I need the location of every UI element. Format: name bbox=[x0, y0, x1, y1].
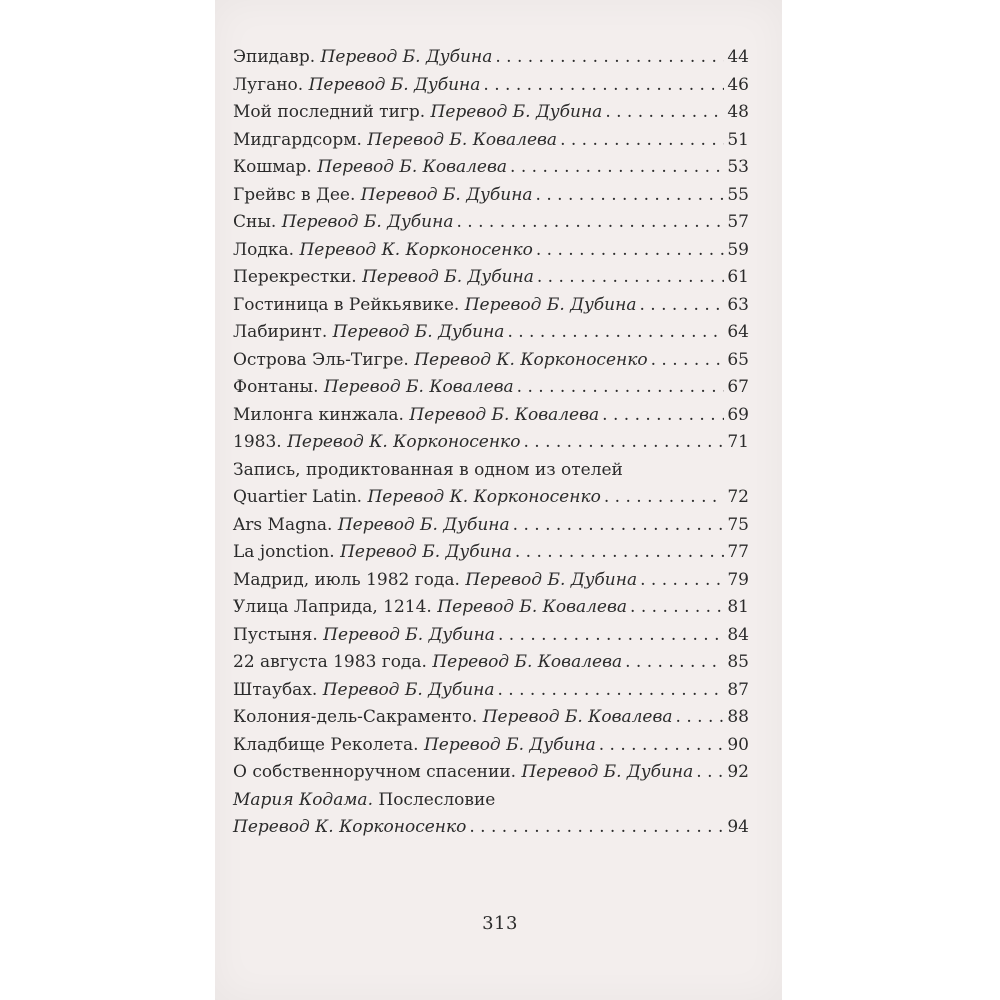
page-number: 313 bbox=[482, 913, 518, 934]
entry-translator: Перевод К. Корконосенко bbox=[287, 432, 521, 452]
dot-leader bbox=[523, 429, 724, 457]
entry-page: 71 bbox=[727, 432, 749, 452]
toc-entry bbox=[233, 44, 749, 72]
entry-title: Фонтаны. bbox=[233, 377, 319, 397]
entry-page: 92 bbox=[727, 762, 749, 782]
dot-leader bbox=[640, 567, 724, 595]
entry-page: 94 bbox=[727, 817, 749, 837]
table-of-contents bbox=[233, 44, 749, 842]
entry-title: Милонга кинжала. bbox=[233, 404, 404, 425]
entry-translator: Перевод К. Корконосенко bbox=[367, 487, 601, 507]
dot-leader bbox=[498, 677, 725, 705]
entry-title: Колония-дель-Сакраменто. bbox=[233, 707, 478, 727]
toc-entry bbox=[233, 677, 749, 705]
entry-page: 67 bbox=[727, 377, 749, 397]
entry-title-line1: Запись, продиктованная в одном из отелей bbox=[233, 459, 623, 480]
entry-translator: Перевод Б. Дубина bbox=[360, 184, 533, 205]
entry-page: 57 bbox=[727, 212, 749, 232]
dot-leader bbox=[605, 99, 724, 127]
entry-page: 75 bbox=[727, 514, 749, 535]
dot-leader bbox=[560, 127, 724, 155]
entry-title: Грейвс в Дее. bbox=[233, 184, 356, 205]
entry-page: 77 bbox=[727, 542, 749, 562]
entry-translator: Перевод Б. Дубина bbox=[337, 514, 510, 535]
toc-entry bbox=[233, 429, 749, 457]
toc-entry bbox=[233, 787, 749, 842]
entry-title: Лугано. bbox=[233, 74, 304, 95]
toc-entry bbox=[233, 512, 749, 540]
entry-title: Пустыня. bbox=[233, 624, 318, 645]
dot-leader bbox=[517, 374, 724, 402]
entry-page: 65 bbox=[727, 349, 749, 370]
entry-translator: Перевод К. Корконосенко bbox=[299, 239, 533, 260]
dot-leader bbox=[625, 649, 724, 677]
toc-entry bbox=[233, 539, 749, 567]
dot-leader bbox=[495, 44, 724, 72]
entry-translator: Перевод Б. Ковалева bbox=[432, 652, 623, 672]
entry-title: Штаубах. bbox=[233, 679, 318, 700]
dot-leader bbox=[510, 154, 724, 182]
entry-title: Ars Magna. bbox=[233, 514, 333, 535]
entry-title: Острова Эль-Тигре. bbox=[233, 349, 409, 370]
entry-title-line1: Послесловие bbox=[378, 789, 496, 810]
entry-page: 61 bbox=[727, 267, 749, 287]
dot-leader bbox=[507, 319, 724, 347]
entry-page: 53 bbox=[727, 157, 749, 177]
entry-page: 44 bbox=[727, 47, 749, 67]
entry-page: 55 bbox=[727, 184, 749, 205]
dot-leader bbox=[696, 759, 724, 787]
entry-author: Мария Кодама. bbox=[233, 789, 373, 810]
entry-page: 69 bbox=[727, 404, 749, 425]
dot-leader bbox=[676, 704, 724, 732]
dot-leader bbox=[639, 292, 724, 320]
toc-entry bbox=[233, 622, 749, 650]
toc-entry bbox=[233, 567, 749, 595]
toc-entry bbox=[233, 347, 749, 375]
entry-title: Лабиринт. bbox=[233, 322, 328, 342]
entry-title: Лодка. bbox=[233, 239, 295, 260]
entry-title: Гостиница в Рейкьявике. bbox=[233, 294, 460, 315]
toc-entry bbox=[233, 457, 749, 512]
entry-title: 1983. bbox=[233, 432, 282, 452]
entry-translator: Перевод Б. Дубина bbox=[320, 47, 493, 67]
entry-translator: Перевод Б. Дубина bbox=[362, 267, 534, 287]
entry-title: Улица Лаприда, 1214. bbox=[233, 597, 432, 617]
dot-leader bbox=[651, 347, 724, 375]
toc-entry bbox=[233, 237, 749, 265]
dot-leader bbox=[483, 72, 724, 100]
entry-page: 59 bbox=[727, 239, 749, 260]
entry-page: 79 bbox=[727, 569, 749, 590]
dot-leader bbox=[536, 182, 724, 210]
entry-translator: Перевод К. Корконосенко bbox=[414, 349, 648, 370]
entry-translator: Перевод Б. Дубина bbox=[521, 762, 694, 782]
entry-page: 46 bbox=[727, 74, 749, 95]
entry-translator: Перевод Б. Дубина bbox=[340, 542, 512, 562]
toc-entry bbox=[233, 594, 749, 622]
entry-translator: Перевод Б. Ковалева bbox=[323, 377, 514, 397]
dot-leader bbox=[515, 539, 724, 567]
entry-page: 90 bbox=[727, 734, 749, 755]
entry-title: Кошмар. bbox=[233, 157, 312, 177]
toc-entry bbox=[233, 72, 749, 100]
entry-translator: Перевод Б. Дубина bbox=[308, 74, 481, 95]
entry-page: 81 bbox=[727, 597, 749, 617]
toc-entry bbox=[233, 182, 749, 210]
entry-title: Мой последний тигр. bbox=[233, 102, 426, 122]
entry-page: 87 bbox=[727, 679, 749, 700]
dot-leader bbox=[469, 814, 724, 842]
toc-entry bbox=[233, 154, 749, 182]
entry-translator: Перевод Б. Дубина bbox=[464, 294, 637, 315]
entry-translator: Перевод Б. Ковалева bbox=[367, 129, 558, 150]
dot-leader bbox=[602, 402, 724, 430]
entry-page: 63 bbox=[727, 294, 749, 315]
dot-leader bbox=[498, 622, 724, 650]
entry-translator: Перевод Б. Дубина bbox=[281, 212, 454, 232]
entry-translator: Перевод Б. Ковалева bbox=[437, 597, 628, 617]
dot-leader bbox=[630, 594, 724, 622]
entry-translator: Перевод Б. Дубина bbox=[332, 322, 505, 342]
entry-page: 72 bbox=[727, 487, 749, 507]
entry-translator: Перевод Б. Дубина bbox=[323, 624, 495, 645]
toc-entry bbox=[233, 209, 749, 237]
entry-title: О собственноручном спасении. bbox=[233, 762, 517, 782]
entry-translator: Перевод Б. Ковалева bbox=[482, 707, 673, 727]
entry-translator: Перевод Б. Дубина bbox=[423, 734, 596, 755]
dot-leader bbox=[599, 732, 724, 760]
dot-leader bbox=[604, 484, 724, 512]
toc-entry bbox=[233, 759, 749, 787]
entry-title: Мидгардсорм. bbox=[233, 129, 362, 150]
entry-translator: Перевод К. Корконосенко bbox=[233, 817, 467, 837]
toc-entry bbox=[233, 374, 749, 402]
entry-page: 88 bbox=[727, 707, 749, 727]
entry-title: 22 августа 1983 года. bbox=[233, 652, 427, 672]
entry-title: Quartier Latin. bbox=[233, 487, 363, 507]
entry-title: Сны. bbox=[233, 212, 277, 232]
toc-entry bbox=[233, 732, 749, 760]
toc-entry bbox=[233, 292, 749, 320]
entry-translator: Перевод Б. Ковалева bbox=[317, 157, 508, 177]
entry-translator: Перевод Б. Дубина bbox=[430, 102, 603, 122]
toc-entry bbox=[233, 704, 749, 732]
entry-title: Мадрид, июль 1982 года. bbox=[233, 569, 460, 590]
entry-translator: Перевод Б. Дубина bbox=[322, 679, 495, 700]
entry-page: 85 bbox=[727, 652, 749, 672]
entry-title: Эпидавр. bbox=[233, 47, 316, 67]
entry-page: 84 bbox=[727, 624, 749, 645]
dot-leader bbox=[456, 209, 724, 237]
toc-entry bbox=[233, 649, 749, 677]
entry-translator: Перевод Б. Дубина bbox=[465, 569, 638, 590]
entry-page: 64 bbox=[727, 322, 749, 342]
entry-title: Кладбище Реколета. bbox=[233, 734, 419, 755]
dot-leader bbox=[513, 512, 724, 540]
dot-leader bbox=[536, 237, 724, 265]
entry-page: 51 bbox=[727, 129, 749, 150]
toc-entry bbox=[233, 319, 749, 347]
dot-leader bbox=[537, 264, 724, 292]
toc-entry bbox=[233, 127, 749, 155]
toc-entry bbox=[233, 402, 749, 430]
entry-translator: Перевод Б. Ковалева bbox=[409, 404, 600, 425]
toc-entry bbox=[233, 99, 749, 127]
entry-page: 48 bbox=[727, 102, 749, 122]
entry-title: La jonction. bbox=[233, 542, 335, 562]
entry-title: Перекрестки. bbox=[233, 267, 357, 287]
toc-entry bbox=[233, 264, 749, 292]
